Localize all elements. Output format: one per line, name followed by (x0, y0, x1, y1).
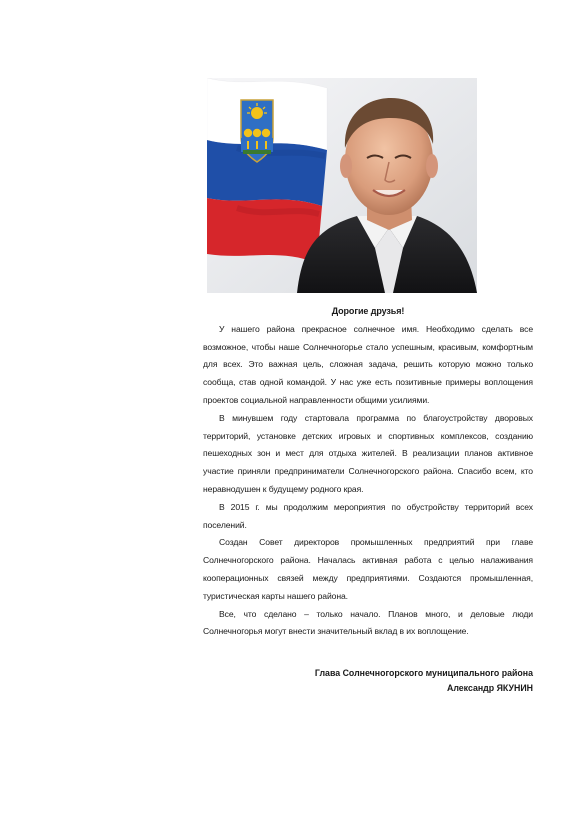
letter-paragraph: У нашего района прекрасное солнечное имя. Необходимо сделать все возможное, чтобы наше Солнечногорье стало успешным, красивым, комфортным для всех. Это важная цель, сложная задача, решить которую можно только сообща, став одной командой. У нас уже есть позитивные примеры воплощения проектов социальной направленности общими усилиями. (203, 323, 533, 405)
letter-greeting: Дорогие друзья! (331, 306, 405, 316)
letter-paragraph: В 2015 г. мы продолжим мероприятия по обустройству территорий всех поселений. (203, 501, 533, 530)
letter-body (203, 303, 533, 641)
signature-name: Александр ЯКУНИН (446, 683, 533, 693)
portrait-photo (207, 78, 477, 293)
signature-position: Глава Солнечногорского муниципального района (314, 668, 533, 678)
portrait-illustration (207, 78, 477, 293)
letter-paragraph: Создан Совет директоров промышленных предприятий при главе Солнечногорского района. Началась активная работа с целью налаживания кооперационных связей между предприятиями. Создаются промышленная, туристическая карты нашего района. (203, 537, 533, 601)
letter-paragraph: В минувшем году стартовала программа по благоустройству дворовых территорий, установке детских игровых и спортивных комплексов, созданию пешеходных зон и мест для отдыха жителей. В реализации планов активное участие приняли предприниматели Солнечногорского района. Спасибо всем, кто неравнодушен к будущему родного края. (203, 412, 533, 494)
coat-of-arms-icon (241, 100, 273, 162)
letter-paragraph: Все, что сделано – только начало. Планов много, и деловые люди Солнечногорья могут внести значительный вклад в их воплощение. (203, 608, 533, 637)
letter-signature (203, 666, 533, 696)
